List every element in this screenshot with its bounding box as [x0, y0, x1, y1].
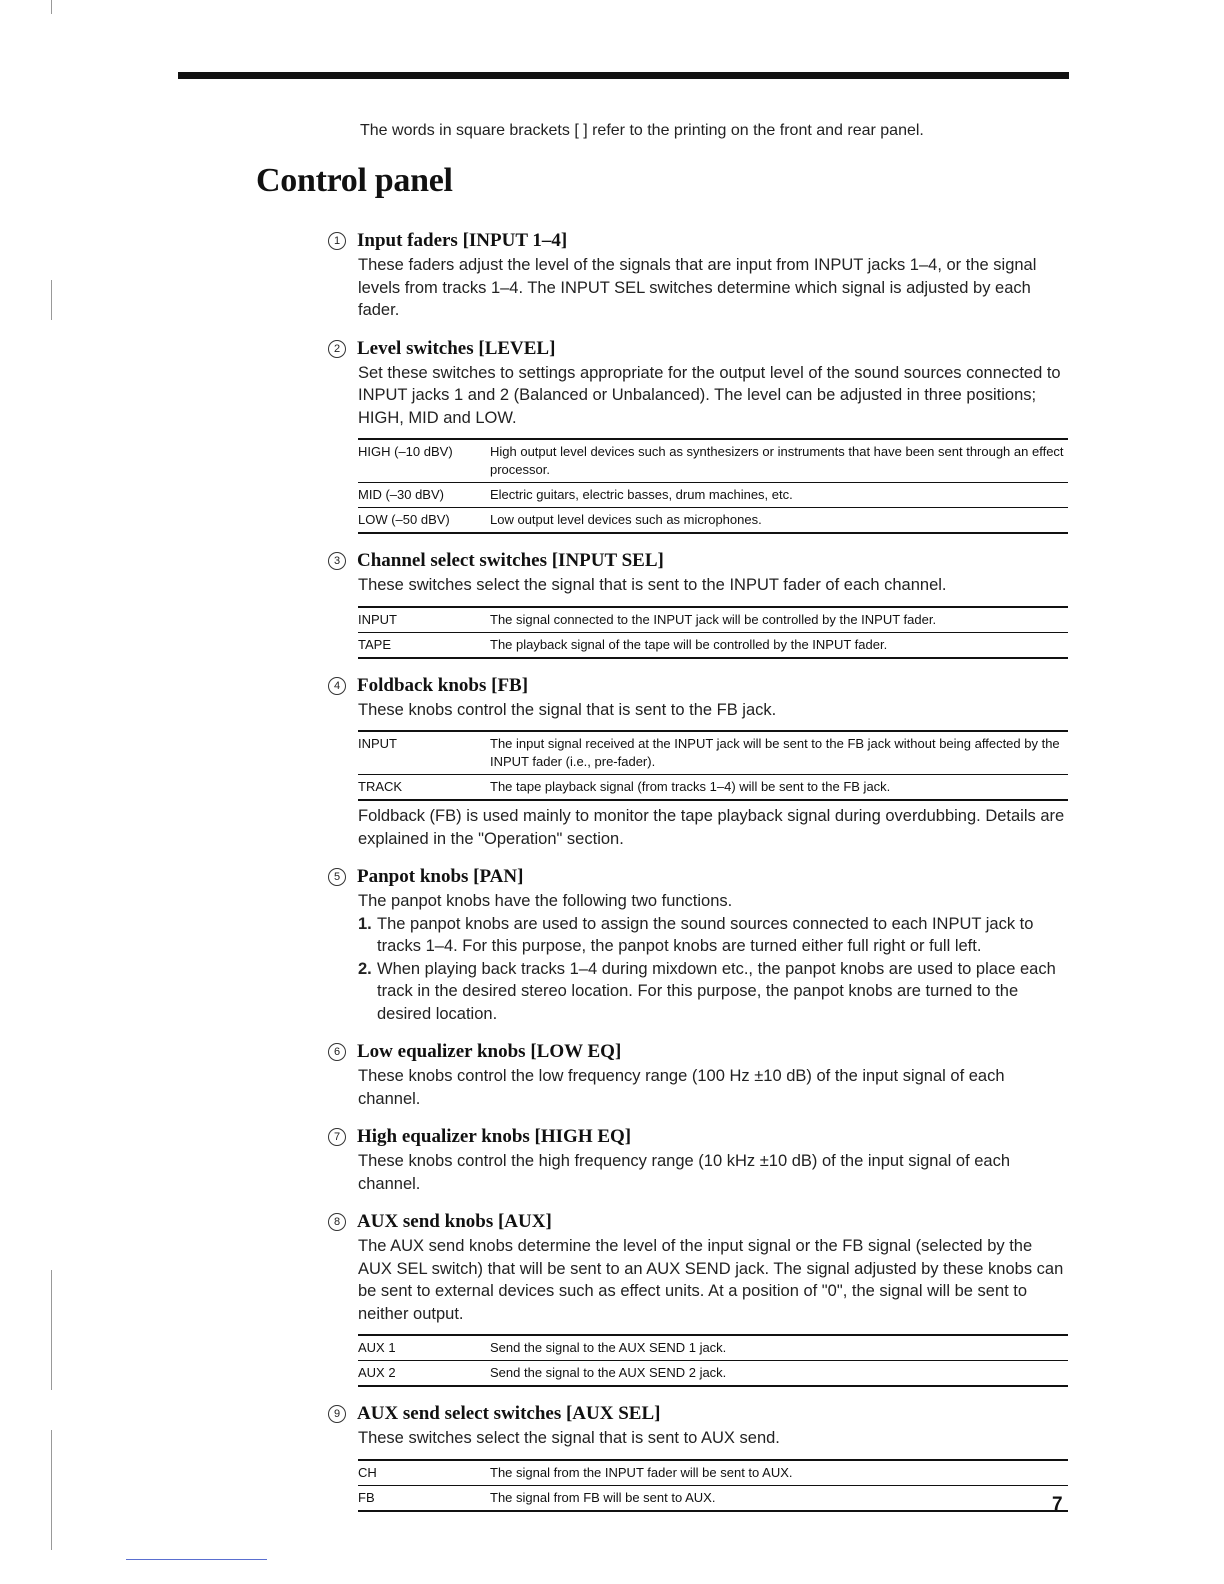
table-row: [358, 731, 1068, 775]
list-number: 1.: [358, 914, 372, 933]
circled-number: 7: [328, 1128, 346, 1146]
table-row: [358, 632, 1068, 658]
table-value: The signal from the INPUT fader will be sent to AUX.: [490, 1464, 793, 1480]
section-body: [358, 1150, 1068, 1195]
margin-mark: [51, 1430, 52, 1550]
section-title: High equalizer knobs [HIGH EQ]: [357, 1126, 632, 1147]
section-heading: [328, 548, 1068, 574]
paragraph: These knobs control the signal that is sent to the FB jack.: [358, 700, 777, 719]
table-key: MID (–30 dBV): [358, 487, 444, 502]
numbered-list: [358, 913, 1068, 1026]
section-heading: [328, 1209, 1068, 1235]
table-value: Low output level devices such as microphones.: [490, 512, 762, 527]
table-row: [358, 483, 1068, 508]
paragraph: The panpot knobs have the following two functions.: [358, 892, 733, 910]
list-text: The panpot knobs are used to assign the sound sources connected to each INPUT jack to tracks 1–4. For this purpose, the panpot knobs are turned either full right or full left.: [377, 914, 1034, 955]
table-key: LOW (–50 dBV): [358, 512, 450, 527]
spec-table: [358, 1334, 1068, 1387]
section-title: Panpot knobs [PAN]: [357, 866, 524, 887]
table-key: TAPE: [358, 636, 391, 652]
table-key: TRACK: [358, 779, 403, 794]
table-value: Electric guitars, electric basses, drum machines, etc.: [490, 487, 793, 502]
table-row: [358, 607, 1068, 633]
list-item: [358, 958, 1068, 1026]
table-value: The tape playback signal (from tracks 1–4) will be sent to the FB jack.: [490, 779, 891, 794]
table-key: AUX 1: [358, 1340, 396, 1355]
section-title: Channel select switches [INPUT SEL]: [357, 550, 664, 571]
table-value: The playback signal of the tape will be controlled by the INPUT fader.: [490, 636, 888, 652]
margin-mark: [51, 1270, 52, 1390]
bottom-rule: [126, 1559, 267, 1560]
table-value: The signal from FB will be sent to AUX.: [490, 1489, 716, 1505]
table-row: [358, 775, 1068, 801]
circled-number: 9: [328, 1405, 346, 1423]
table-row: [358, 1460, 1068, 1486]
section-title: Level switches [LEVEL]: [357, 337, 556, 359]
section-heading: [328, 1124, 1068, 1150]
section-4: [328, 673, 1068, 851]
table-value: The input signal received at the INPUT jack will be sent to the FB jack without being affected by the INPUT fader (i.e., pre-fader).: [490, 736, 1060, 769]
section-heading: [328, 228, 1068, 254]
table-key: INPUT: [358, 611, 397, 627]
page-title: Control panel: [256, 162, 453, 199]
list-number: 2.: [358, 959, 372, 978]
table-key: FB: [358, 1489, 375, 1505]
table-value: Send the signal to the AUX SEND 1 jack.: [490, 1340, 727, 1355]
circled-number: 6: [328, 1043, 346, 1061]
section-heading: [328, 673, 1068, 699]
circled-number: 5: [328, 868, 346, 886]
paragraph: These knobs control the high frequency range (10 kHz ±10 dB) of the input signal of each channel.: [358, 1152, 1011, 1193]
section-title: Foldback knobs [FB]: [357, 674, 529, 696]
paragraph: These knobs control the low frequency range (100 Hz ±10 dB) of the input signal of each channel.: [358, 1067, 1005, 1108]
section-5: [328, 864, 1068, 1025]
section-heading: [328, 864, 1068, 890]
section-title: AUX send knobs [AUX]: [357, 1211, 552, 1232]
section-body: [358, 890, 1068, 1025]
section-body: [358, 362, 1068, 535]
section-body: [358, 1427, 1068, 1512]
page-number: 7: [1052, 1494, 1063, 1515]
margin-mark: [51, 280, 52, 320]
section-title: AUX send select switches [AUX SEL]: [357, 1403, 661, 1424]
circled-number: 4: [328, 677, 346, 695]
section-body: [358, 699, 1068, 851]
spec-table: [358, 730, 1068, 801]
top-rule: [178, 72, 1069, 79]
table-key: CH: [358, 1464, 377, 1480]
table-row: [358, 1335, 1068, 1361]
intro-note: The words in square brackets [ ] refer to the printing on the front and rear panel.: [360, 122, 924, 139]
section-1: [328, 228, 1068, 322]
spec-table: [358, 606, 1068, 659]
list-text: When playing back tracks 1–4 during mixdown etc., the panpot knobs are used to place each track in the desired stereo location. For this purpose, the panpot knobs are turned to the desired location.: [377, 959, 1056, 1023]
table-value: The signal connected to the INPUT jack will be controlled by the INPUT fader.: [490, 611, 937, 627]
section-body: [358, 1065, 1068, 1110]
spec-table: [358, 1459, 1068, 1512]
paragraph: The AUX send knobs determine the level of the input signal or the FB signal (selected by the AUX SEL switch) that will be sent to an AUX SEND jack. The signal adjusted by these knobs can be sent to external devices such as effect units. At a position of "0", the signal will be sent to neither output.: [358, 1237, 1064, 1323]
paragraph: These switches select the signal that is sent to AUX send.: [358, 1429, 780, 1447]
section-7: [328, 1124, 1068, 1195]
section-3: [328, 548, 1068, 659]
circled-number: 3: [328, 552, 346, 570]
table-value: High output level devices such as synthesizers or instruments that have been sent through an effect processor.: [490, 444, 1064, 477]
table-row: [358, 508, 1068, 534]
table-key: INPUT: [358, 736, 397, 751]
section-body: [358, 574, 1068, 659]
section-8: [328, 1209, 1068, 1387]
paragraph: Set these switches to settings appropriate for the output level of the sound sources connected to INPUT jacks 1 and 2 (Balanced or Unbalanced). The level can be adjusted in three positions; HIGH, MID and LOW.: [358, 363, 1061, 427]
paragraph: Foldback (FB) is used mainly to monitor the tape playback signal during overdubbing. Details are explained in the "Operation" section.: [358, 807, 1065, 848]
table-row: [358, 439, 1068, 483]
table-key: AUX 2: [358, 1365, 396, 1380]
spec-table: [358, 438, 1068, 534]
circled-number: 8: [328, 1213, 346, 1231]
circled-number: 2: [328, 340, 346, 358]
section-title: Low equalizer knobs [LOW EQ]: [357, 1041, 622, 1062]
table-value: Send the signal to the AUX SEND 2 jack.: [490, 1365, 727, 1380]
paragraph: These faders adjust the level of the signals that are input from INPUT jacks 1–4, or the signal levels from tracks 1–4. The INPUT SEL switches determine which signal is adjusted by each fader.: [358, 256, 1037, 319]
section-9: [328, 1401, 1068, 1512]
list-item: [358, 913, 1068, 958]
section-heading: [328, 1401, 1068, 1427]
section-title: Input faders [INPUT 1–4]: [357, 230, 568, 251]
section-list: [328, 228, 1068, 1526]
table-row: [358, 1361, 1068, 1387]
section-body: [358, 254, 1068, 322]
table-key: HIGH (–10 dBV): [358, 444, 453, 459]
section-heading: [328, 336, 1068, 362]
section-2: [328, 336, 1068, 535]
section-6: [328, 1039, 1068, 1110]
margin-mark: [51, 0, 52, 14]
table-row: [358, 1485, 1068, 1511]
section-body: [358, 1235, 1068, 1387]
section-heading: [328, 1039, 1068, 1065]
paragraph: These switches select the signal that is sent to the INPUT fader of each channel.: [358, 576, 947, 594]
circled-number: 1: [328, 232, 346, 250]
